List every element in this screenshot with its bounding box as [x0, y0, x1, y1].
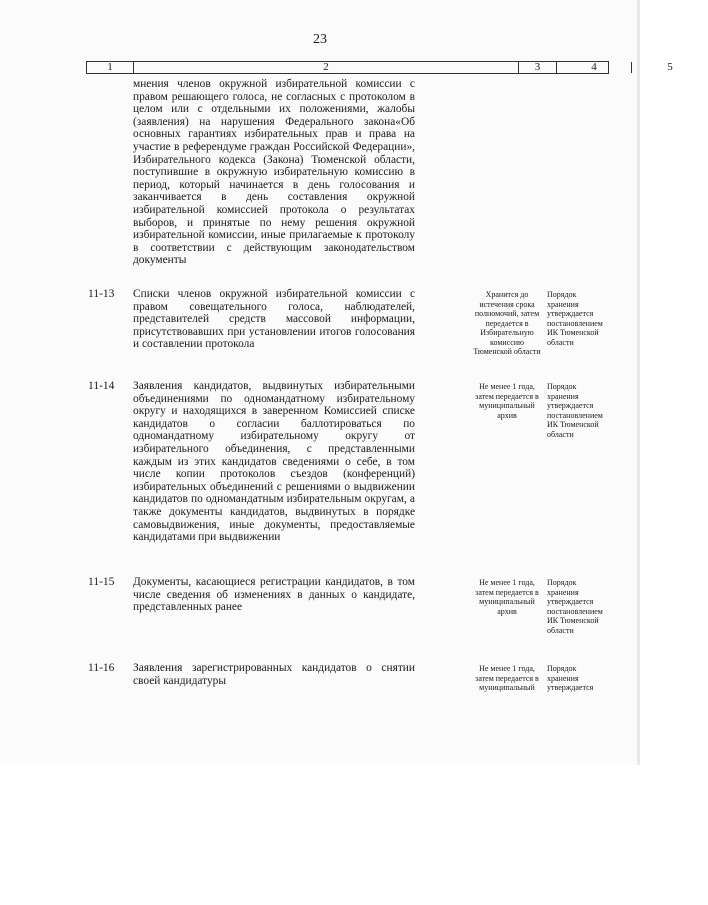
row-storage-term: Хранится до истечения срока полномочий, затем передается в Избирательную комиссию Тюменской области	[473, 290, 541, 356]
row-number: 11-13	[88, 288, 115, 300]
row-description: Документы, касающиеся регистрации кандидатов, в том числе сведения об изменениях в данных о кандидате, представленных ранее	[133, 576, 415, 614]
row-description: Заявления кандидатов, выдвинутых избирательными объединениями по одномандатному избирательному округу и находящихся в заверенном Комиссией списке кандидатов о согласии баллотироваться по одномандатному избирательному округу от избирательного объединения, с представленными каждым из этих кандидатов сведениями о себе, в том числе копии протоколов съездов (конференций) избирательных объединений с решениями о выдвижении кандидатов по одномандатным избирательным округам, а также документы кандидатов, выдвинутых в порядке самовыдвижения, иные документы, предоставляемые кандидатами при выдвижении	[133, 380, 415, 544]
row-storage-term: Не менее 1 года, затем передается в муниципальный	[475, 664, 539, 692]
row-note: Порядок хранения утверждается	[547, 664, 594, 692]
table-header-col5: 5	[667, 61, 673, 73]
row-number: 11-16	[88, 662, 115, 674]
table-header-col2: 2	[134, 62, 519, 73]
row-description: Списки членов окружной избирательной комиссии с правом совещательного голоса, наблюдателей, представителей средств массовой информации, присутствовавших при установлении итогов голосования и составлении протокола	[133, 288, 415, 351]
table-header-row	[86, 61, 673, 74]
page-number: 23	[313, 32, 327, 47]
table-header-col1: 1	[87, 62, 134, 73]
table-header-col4: 4	[557, 62, 632, 73]
row-description: Заявления зарегистрированных кандидатов о снятии своей кандидатуры	[133, 662, 415, 687]
row-note: Порядок хранения утверждается постановлением ИК Тюменской области	[547, 578, 603, 635]
row-number: 11-14	[88, 380, 115, 392]
row-number: 11-15	[88, 576, 115, 588]
row-note: Порядок хранения утверждается постановлением ИК Тюменской области	[547, 382, 603, 439]
scan-edge	[637, 0, 640, 765]
row-storage-term: Не менее 1 года, затем передается в муниципальный архив	[475, 382, 539, 420]
row-storage-term: Не менее 1 года, затем передается в муниципальный архив	[475, 578, 539, 616]
row-note: Порядок хранения утверждается постановлением ИК Тюменской области	[547, 290, 603, 347]
table-header-col3: 3	[519, 62, 557, 73]
continuation-text: мнения членов окружной избирательной комиссии с правом решающего голоса, не согласных с протоколом в целом или с отдельными их положениями, жалобы (заявления) на нарушения Федерального закона«Об основных гарантиях избирательных прав и права на участие в референдуме граждан Российской Федерации», Избирательного кодекса (Закона) Тюменской области, поступившие в окружную избирательную комиссию в период, который начинается в день голосования и заканчивается в день составления окружной избирательной комиссией протокола о результатах выборов, и принятые по нему решения окружной избирательной комиссии, иные прилагаемые к протоколу в соответствии с действующим законодательством документы	[133, 78, 415, 267]
